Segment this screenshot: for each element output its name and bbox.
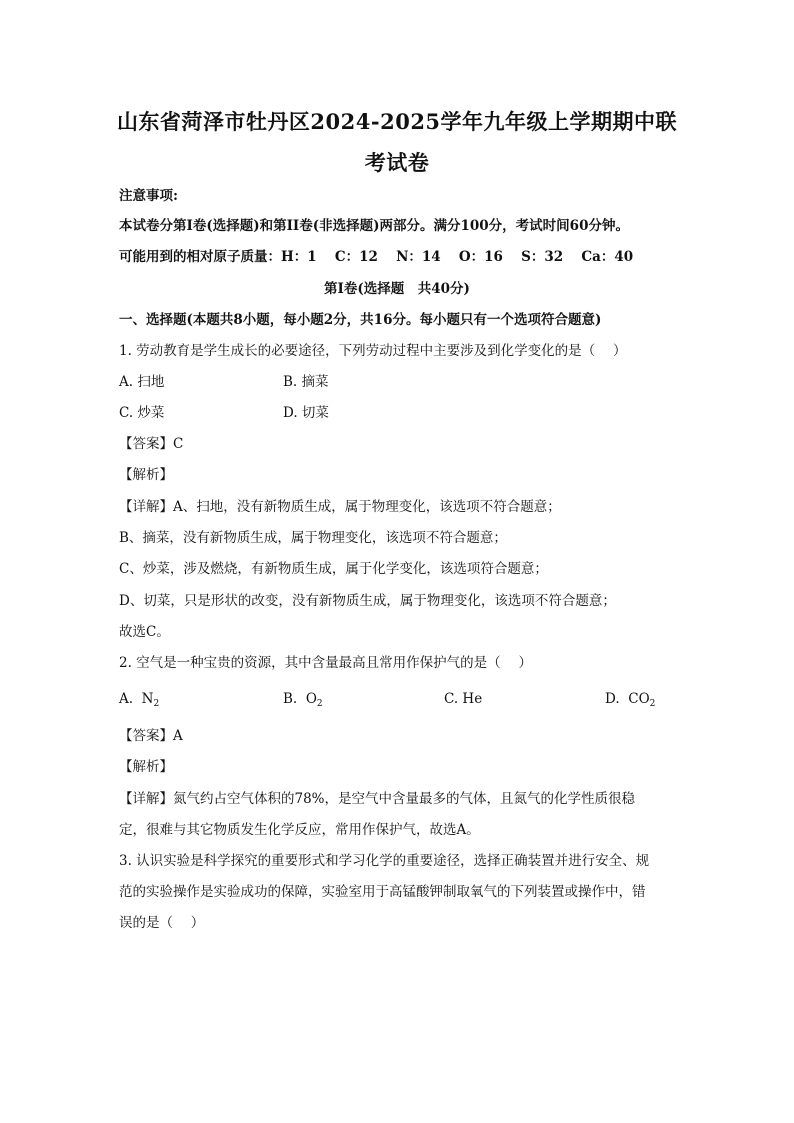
q1-option-a: A. 扫地 <box>119 374 165 390</box>
q2-analysis-label: 【解析】 <box>119 759 173 775</box>
q2-option-a <box>119 689 159 714</box>
q2-detail-1: 【详解】氮气约占空气体积的78%，是空气中含量最多的气体，且氮气的化学性质很稳 <box>119 791 636 807</box>
q1-option-b: B. 摘菜 <box>283 374 329 390</box>
q2-option-d-label: D. <box>605 691 620 707</box>
q1-stem: 1. 劳动教育是学生成长的必要途径，下列劳动过程中主要涉及到化学变化的是（ ） <box>119 343 627 359</box>
q2-option-d-formula: CO <box>628 691 650 707</box>
q3-stem-line3: 误的是（ ） <box>119 915 205 931</box>
q1-option-d: D. 切菜 <box>283 405 329 421</box>
q3-stem-line1: 3. 认识实验是科学探究的重要形式和学习化学的重要途径，选择正确装置并进行安全、规 <box>119 853 650 869</box>
notice-heading: 注意事项: <box>119 188 178 204</box>
q2-option-b-label: B. <box>283 691 298 707</box>
q2-option-b-formula: O <box>305 691 317 707</box>
q2-option-b-subscript: 2 <box>316 699 323 709</box>
q2-answer: 【答案】A <box>119 728 183 744</box>
q2-option-c: C. He <box>444 691 483 707</box>
section1-heading: 一、选择题(本题共8小题，每小题2分，共16分。每小题只有一个选项符合题意) <box>119 312 602 328</box>
q2-option-a-formula: N <box>141 691 154 707</box>
q2-stem: 2. 空气是一种宝贵的资源，其中含量最高且常用作保护气的是（ ） <box>119 655 532 671</box>
q1-detail-3: C、炒菜，涉及燃烧，有新物质生成，属于化学变化，该选项符合题意； <box>119 561 548 577</box>
q2-detail-2: 定，很难与其它物质发生化学反应，常用作保护气，故选A。 <box>119 822 480 838</box>
exam-title-line1: 山东省菏泽市牡丹区2024-2025学年九年级上学期期中联 <box>116 109 678 134</box>
q1-option-c: C. 炒菜 <box>119 405 165 421</box>
q1-answer: 【答案】C <box>119 436 184 452</box>
atomic-mass-line: 可能用到的相对原子质量：H：1 C：12 N：14 O：16 S：32 Ca：40 <box>119 249 634 265</box>
q1-conclusion: 故选C。 <box>119 624 170 640</box>
part1-heading: 第I卷(选择题 共40分) <box>324 281 470 297</box>
notice-line: 本试卷分第I卷(选择题)和第II卷(非选择题)两部分。满分100分，考试时间60分钟。 <box>119 218 629 234</box>
q2-option-a-label: A. <box>119 691 134 707</box>
q2-option-a-subscript: 2 <box>153 699 160 709</box>
exam-title-line2: 考试卷 <box>364 150 430 175</box>
q2-option-d <box>605 689 655 714</box>
q1-detail-1: 【详解】A、扫地，没有新物质生成，属于物理变化，该选项不符合题意； <box>119 499 561 515</box>
q2-option-d-subscript: 2 <box>649 699 656 709</box>
q1-detail-4: D、切菜，只是形状的改变，没有新物质生成，属于物理变化，该选项不符合题意； <box>119 593 616 609</box>
q2-option-b <box>283 689 323 714</box>
q1-analysis-label: 【解析】 <box>119 467 173 483</box>
q3-stem-line2: 范的实验操作是实验成功的保障，实验室用于高锰酸钾制取氧气的下列装置或操作中，错 <box>119 884 646 900</box>
q1-detail-2: B、摘菜，没有新物质生成，属于物理变化，该选项不符合题意； <box>119 530 507 546</box>
